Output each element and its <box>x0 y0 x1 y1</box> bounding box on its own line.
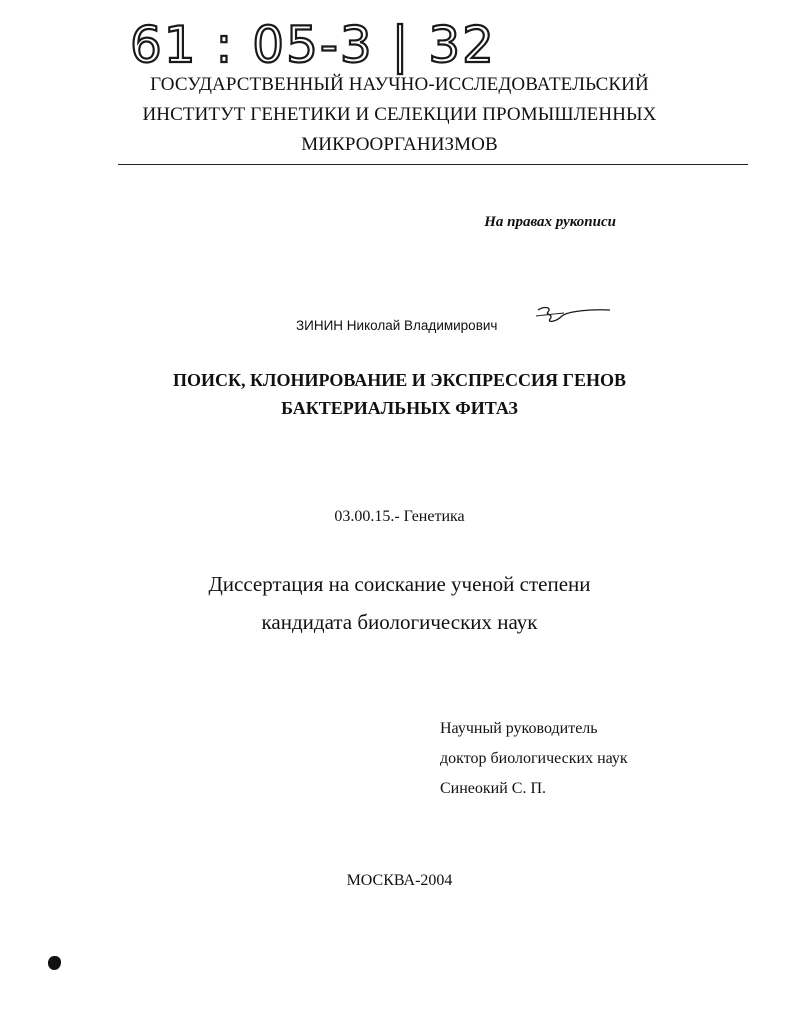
handwritten-code-drawing <box>128 8 498 76</box>
header-divider <box>118 164 748 165</box>
binding-hole-mark <box>48 956 61 970</box>
institution-line-2: ИНСТИТУТ ГЕНЕТИКИ И СЕЛЕКЦИИ ПРОМЫШЛЕННЫХ <box>142 104 657 125</box>
degree-statement-line-1: Диссертация на соискание ученой степени <box>208 572 591 596</box>
supervisor-name: Синеокий С. П. <box>440 780 547 797</box>
institution-line-3: МИКРООРГАНИЗМОВ <box>301 134 498 155</box>
institution-line-1: ГОСУДАРСТВЕННЫЙ НАУЧНО-ИССЛЕДОВАТЕЛЬСКИЙ <box>150 74 649 95</box>
degree-statement-line-2: кандидата биологических наук <box>261 610 538 634</box>
author-name: ЗИНИН Николай Владимирович <box>296 318 498 333</box>
city-and-year: МОСКВА-2004 <box>346 872 453 889</box>
handwritten-catalog-code <box>128 8 498 76</box>
dissertation-title-line-2: БАКТЕРИАЛЬНЫХ ФИТАЗ <box>281 398 518 418</box>
author-signature <box>532 300 612 330</box>
supervisor-role: Научный руководитель <box>440 720 598 737</box>
signature-drawing <box>532 300 612 330</box>
supervisor-academic-title: доктор биологических наук <box>440 750 628 767</box>
specialty-code: 03.00.15.- Генетика <box>334 508 465 525</box>
manuscript-rights-note: На правах рукописи <box>484 214 616 230</box>
dissertation-title-line-1: ПОИСК, КЛОНИРОВАНИЕ И ЭКСПРЕССИЯ ГЕНОВ <box>172 370 627 390</box>
handwritten-code-text: 61 : 05-3 | 32 <box>130 16 496 74</box>
